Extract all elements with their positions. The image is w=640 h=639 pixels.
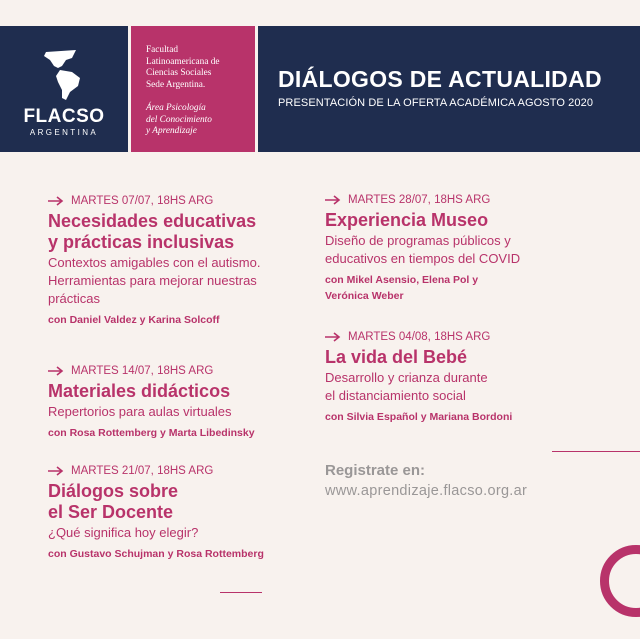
arrow-right-icon [48, 366, 64, 376]
event-card [325, 193, 615, 304]
america-map-icon [36, 46, 92, 102]
event-speakers: con Daniel Valdez y Karina Solcoff [48, 314, 220, 326]
event-card [48, 364, 318, 441]
event-description: Desarrollo y crianza durante el distanciamiento social [325, 370, 488, 403]
arrow-right-icon [325, 332, 341, 342]
event-card [48, 464, 318, 562]
event-description: Repertorios para aulas virtuales [48, 404, 232, 419]
decorative-ring-icon [600, 545, 640, 617]
area-text: Área Psicología del Conocimiento y Aprendizaje [146, 103, 212, 136]
event-date: MARTES 21/07, 18HS ARG [48, 464, 318, 478]
event-speakers: con Gustavo Schujman y Rosa Rottemberg [48, 548, 264, 560]
event-date: MARTES 07/07, 18HS ARG [48, 194, 318, 208]
page-subtitle: PRESENTACIÓN DE LA OFERTA ACADÉMICA AGOSTO 2020 [278, 97, 594, 109]
event-card [325, 330, 615, 425]
event-title: Diálogos sobre el Ser Docente [48, 481, 179, 522]
event-title: La vida del Bebé [325, 347, 468, 367]
flacso-logo[interactable] [0, 26, 128, 152]
faculty-text: Facultad Latinoamericana de Ciencias Sociales Sede Argentina. [146, 45, 220, 90]
event-card [48, 194, 318, 328]
faculty-box [131, 26, 255, 152]
event-title: Experiencia Museo [325, 210, 489, 230]
page-title: DIÁLOGOS DE ACTUALIDAD [278, 66, 602, 92]
divider-line-bottom [220, 592, 262, 593]
divider-line [552, 451, 640, 452]
header [0, 0, 640, 152]
arrow-right-icon [48, 466, 64, 476]
event-date: MARTES 14/07, 18HS ARG [48, 364, 318, 378]
event-date: MARTES 28/07, 18HS ARG [325, 193, 615, 207]
event-date: MARTES 04/08, 18HS ARG [325, 330, 615, 344]
event-title: Necesidades educativas y prácticas inclusivas [48, 211, 257, 252]
register-link[interactable]: www.aprendizaje.flacso.org.ar [325, 483, 528, 499]
event-speakers: con Mikel Asensio, Elena Pol y Verónica Weber [325, 274, 479, 302]
arrow-right-icon [48, 196, 64, 206]
logo-country: ARGENTINA [29, 128, 99, 137]
event-description: ¿Qué significa hoy elegir? [48, 525, 199, 540]
event-speakers: con Silvia Español y Mariana Bordoni [325, 411, 513, 423]
event-title: Materiales didácticos [48, 381, 231, 401]
event-description: Diseño de programas públicos y educativos en tiempos del COVID [325, 233, 521, 266]
event-speakers: con Rosa Rottemberg y Marta Libedinsky [48, 427, 255, 439]
event-description: Contextos amigables con el autismo. Herramientas para mejorar nuestras prácticas [48, 255, 261, 306]
title-box [258, 26, 640, 152]
register-label: Registrate en: [325, 462, 426, 479]
logo-name: FLACSO [23, 106, 105, 127]
arrow-right-icon [325, 195, 341, 205]
